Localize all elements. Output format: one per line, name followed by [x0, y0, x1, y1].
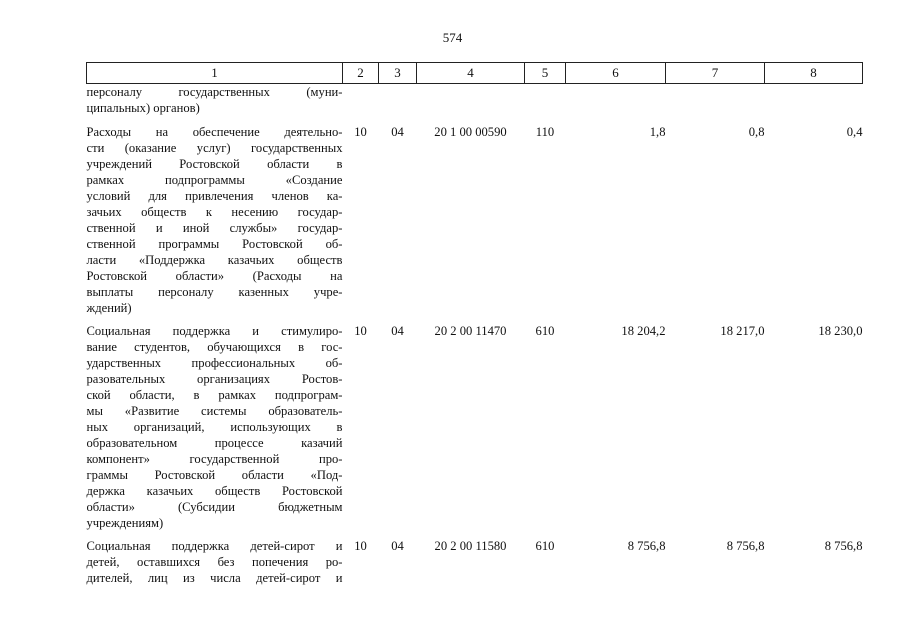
description-line: ственной программы Ростовской об-	[86, 237, 343, 251]
description-line: ской области, в рамках подпрограм-	[86, 388, 343, 402]
description-line: учреждений Ростовской области в	[86, 157, 343, 171]
header-row	[87, 63, 863, 84]
cell-amount-1: 8 756,8	[627, 539, 666, 553]
cell-section: 10	[354, 324, 367, 338]
cell-target-article: 20 2 00 11580	[434, 539, 507, 553]
row-description	[87, 323, 343, 538]
table-body	[87, 84, 863, 594]
budget-table	[86, 62, 863, 593]
description-line: персоналу государственных (муни-	[86, 85, 343, 99]
continuation-row	[87, 84, 863, 125]
cell-section: 10	[354, 539, 367, 553]
description-line: мы «Развитие системы образователь-	[86, 404, 343, 418]
description-line: Ростовской области» (Расходы на	[86, 269, 343, 283]
description-line: ных организаций, использующих в	[86, 420, 343, 434]
cell-amount-3: 8 756,8	[824, 539, 863, 553]
page-number: 574	[442, 30, 463, 45]
description-line: Социальная поддержка детей-сирот и	[86, 539, 343, 553]
cell-amount-3: 0,4	[846, 125, 863, 139]
table-row	[87, 323, 863, 538]
description-line: ласти «Поддержка казачьих обществ	[86, 253, 343, 267]
description-line: Социальная поддержка и стимулиро-	[86, 324, 343, 338]
description-line: детей, оставшихся без попечения ро-	[86, 555, 343, 569]
cell-amount-3: 18 230,0	[818, 324, 863, 338]
header-col-3: 3	[379, 63, 417, 84]
description-line: дителей, лиц из числа детей-сирот и	[86, 571, 343, 585]
description-line: вание студентов, обучающихся в гос-	[86, 340, 343, 354]
cell-expense-type: 610	[535, 539, 555, 553]
description-line: ударственных профессиональных об-	[86, 356, 343, 370]
description-line: выплаты персоналу казенных учре-	[86, 285, 343, 299]
cell-subsection: 04	[391, 539, 404, 553]
cell-amount-2: 8 756,8	[726, 539, 765, 553]
description-line: зачьих обществ к несению государ-	[86, 205, 343, 219]
table-row	[87, 124, 863, 323]
cell-expense-type: 610	[535, 324, 555, 338]
header-col-2: 2	[343, 63, 379, 84]
description-line: ственной и иной службы» государ-	[86, 221, 343, 235]
cell-subsection: 04	[391, 125, 404, 139]
description-line: учреждениям)	[86, 516, 164, 530]
header-col-4: 4	[417, 63, 525, 84]
row-description	[87, 124, 343, 323]
description-line: Расходы на обеспечение деятельно-	[86, 125, 343, 139]
description-line: образовательном процессе казачий	[86, 436, 343, 450]
header-col-6: 6	[566, 63, 666, 84]
description-line: ждений)	[86, 301, 132, 315]
header-col-1: 1	[87, 63, 343, 84]
cell-amount-1: 18 204,2	[621, 324, 666, 338]
description-line: сти (оказание услуг) государственных	[86, 141, 343, 155]
header-col-7: 7	[666, 63, 765, 84]
description-line: области» (Субсидии бюджетным	[86, 500, 343, 514]
description-line: граммы Ростовской области «Под-	[86, 468, 343, 482]
table-header	[87, 63, 863, 84]
description-line: компонент» государственной про-	[86, 452, 343, 466]
cell-section: 10	[354, 125, 367, 139]
description-line: рамках подпрограммы «Создание	[86, 173, 343, 187]
description-line: ципальных) органов)	[86, 101, 200, 115]
continuation-description	[87, 84, 343, 125]
cell-amount-1: 1,8	[649, 125, 666, 139]
cell-amount-2: 0,8	[748, 125, 765, 139]
description-line: разовательных организациях Ростов-	[86, 372, 343, 386]
description-line: условий для привлечения членов ка-	[86, 189, 343, 203]
description-line: держка казачьих обществ Ростовской	[86, 484, 343, 498]
header-col-8: 8	[765, 63, 863, 84]
cell-target-article: 20 1 00 00590	[434, 125, 507, 139]
cell-target-article: 20 2 00 11470	[434, 324, 507, 338]
cell-expense-type: 110	[535, 125, 555, 139]
header-col-5: 5	[525, 63, 566, 84]
table-row	[87, 538, 863, 593]
cell-amount-2: 18 217,0	[720, 324, 765, 338]
row-description	[87, 538, 343, 593]
cell-subsection: 04	[391, 324, 404, 338]
